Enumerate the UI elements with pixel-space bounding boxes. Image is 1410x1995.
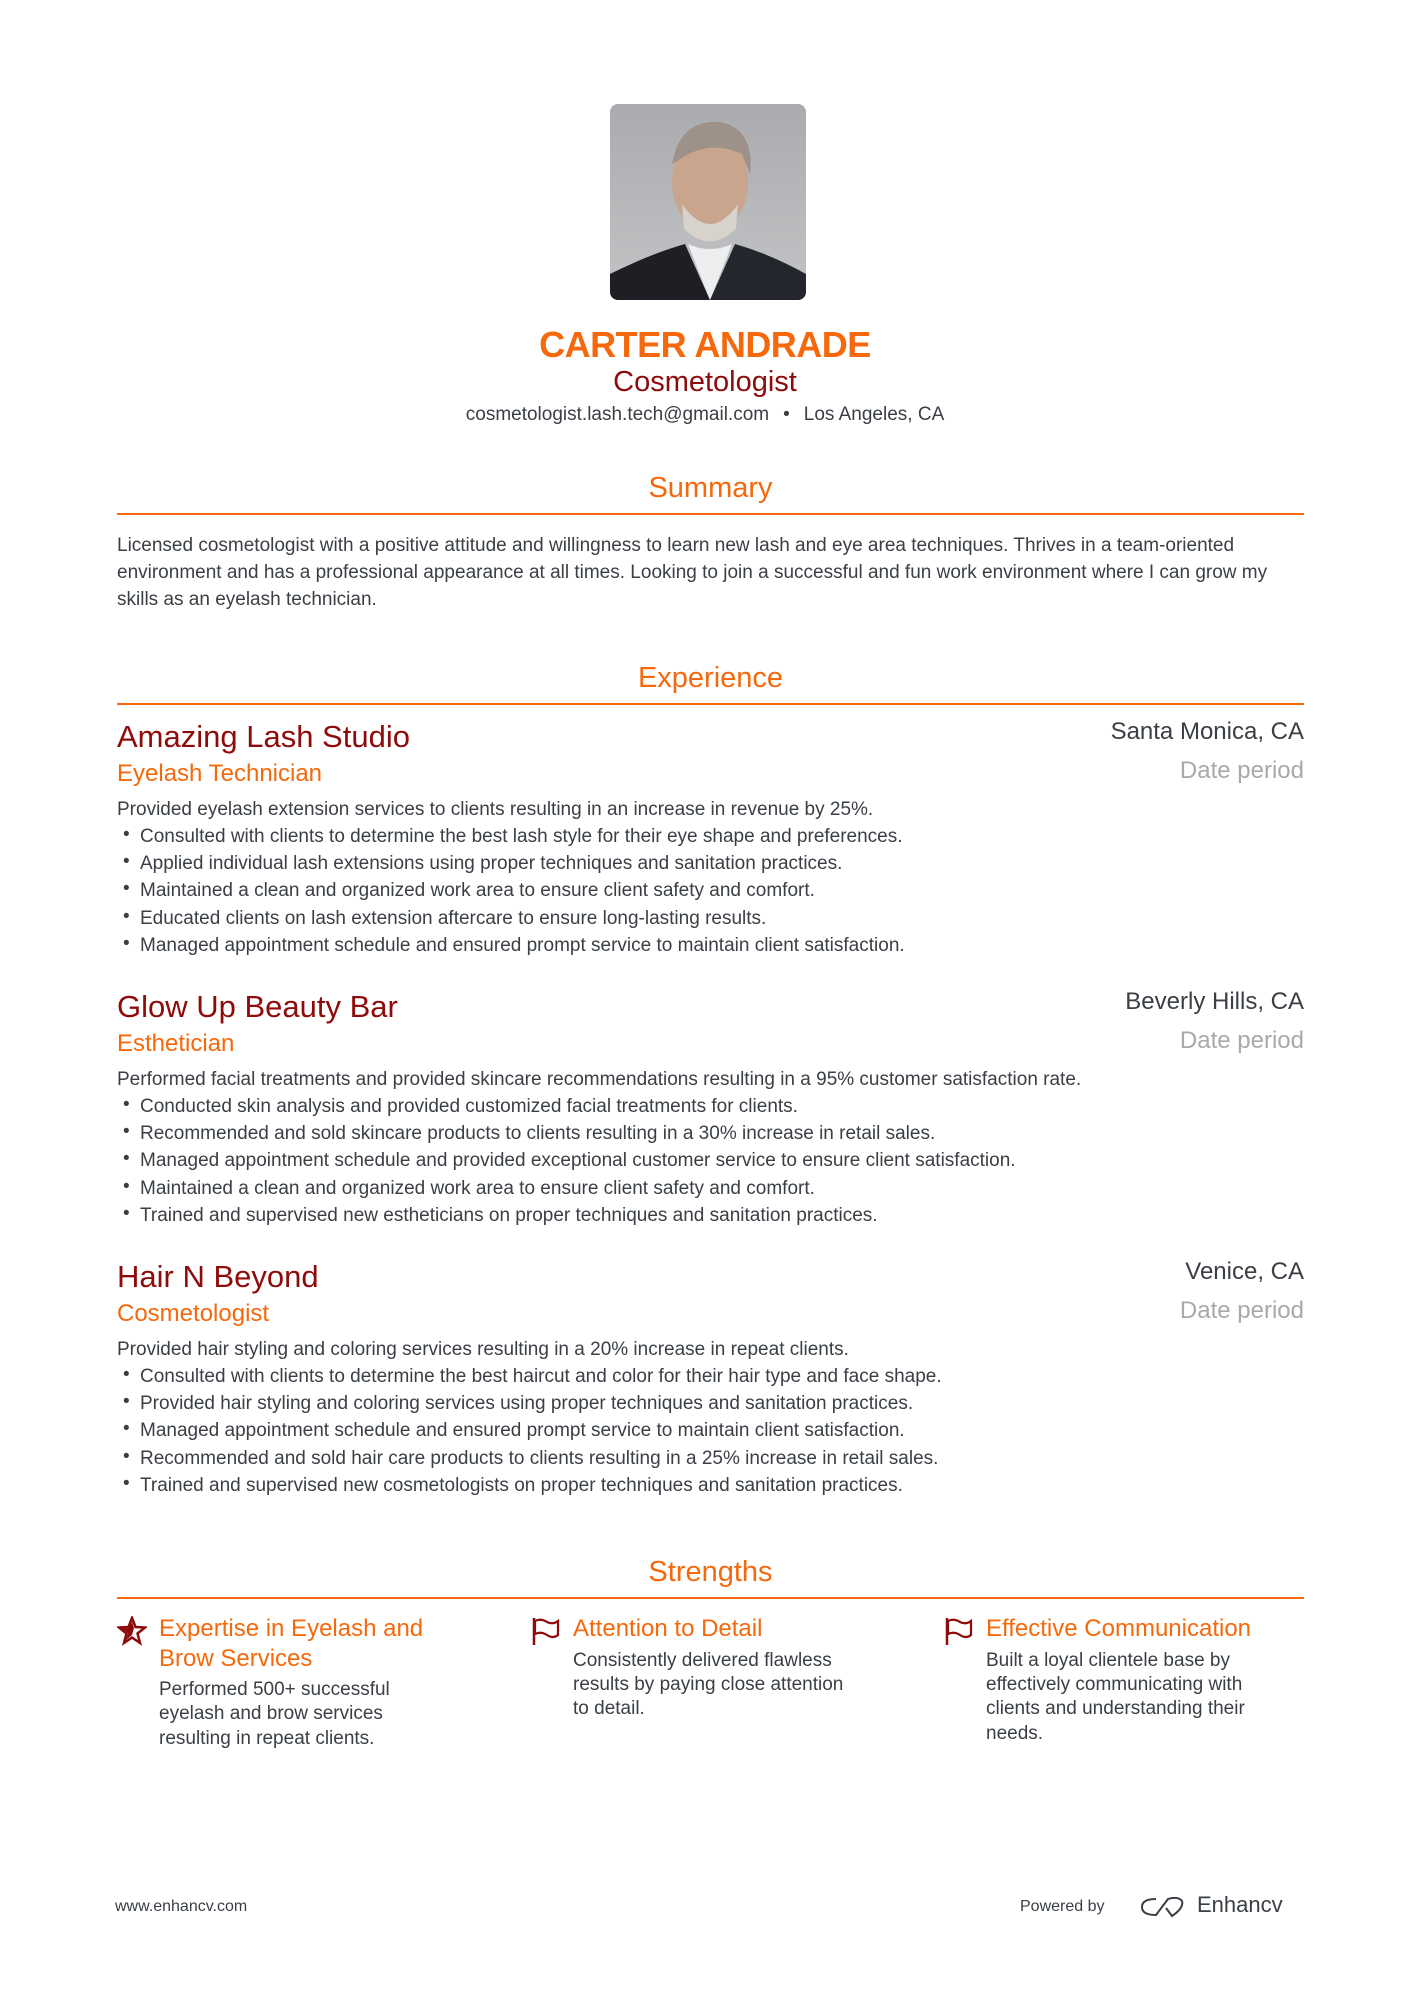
- job-date: Date period: [1179, 1027, 1304, 1054]
- job-date: Date period: [1179, 1297, 1304, 1324]
- job-bullets: [117, 823, 1304, 959]
- enhancv-brand: Enhancv: [1197, 1892, 1283, 1917]
- job-bullet: • Trained and supervised new estheticians on proper techniques and sanitation practices.: [117, 1202, 1304, 1229]
- job-entry: [117, 718, 1304, 959]
- job-bullet: • Applied individual lash extensions using proper techniques and sanitation practices.: [117, 850, 1304, 877]
- email-link[interactable]: cosmetologist.lash.tech@gmail.com: [465, 404, 770, 425]
- job-bullet: • Trained and supervised new cosmetologists on proper techniques and sanitation practices.: [117, 1472, 1304, 1499]
- strength-item: [117, 1614, 447, 1751]
- enhancv-logo-icon: [1140, 1894, 1186, 1920]
- strength-title: Expertise in Eyelash and Brow Services: [159, 1615, 424, 1672]
- job-bullet: • Recommended and sold hair care products to clients resulting in a 25% increase in retail sales.: [117, 1445, 1304, 1472]
- summary-text: Licensed cosmetologist with a positive attitude and willingness to learn new lash and eye area techniques. Thrives in a team-oriented environment and has a professional appearance at all times. Looking to join a successful and fun work environment where I can grow my skills as an eyelash technician.: [117, 535, 1268, 610]
- job-location: Venice, CA: [1185, 1258, 1304, 1285]
- job-location: Santa Monica, CA: [1110, 718, 1304, 745]
- job-description: Provided eyelash extension services to clients resulting in an increase in revenue by 25%.: [117, 799, 874, 820]
- job-bullet: • Managed appointment schedule and provided exceptional customer service to ensure client satisfaction.: [117, 1147, 1304, 1174]
- job-bullets: [117, 1363, 1304, 1499]
- strength-title: Effective Communication: [986, 1615, 1252, 1642]
- job-bullet: • Consulted with clients to determine the best haircut and color for their hair type and face shape.: [117, 1363, 1304, 1390]
- job-description: Provided hair styling and coloring services resulting in a 20% increase in repeat clients.: [117, 1339, 849, 1360]
- job-bullet: • Provided hair styling and coloring services using proper techniques and sanitation practices.: [117, 1390, 1304, 1417]
- job-role: Cosmetologist: [117, 1300, 270, 1327]
- location: Los Angeles, CA: [803, 404, 945, 425]
- job-location: Beverly Hills, CA: [1125, 988, 1304, 1015]
- powered-by-label: Powered by: [1020, 1898, 1105, 1915]
- job-entry: [117, 1258, 1304, 1499]
- strengths-heading: Strengths: [117, 1556, 1304, 1599]
- separator: •: [783, 404, 790, 425]
- job-bullet: • Educated clients on lash extension aftercare to ensure long-lasting results.: [117, 905, 1304, 932]
- contact-line: [0, 404, 1410, 426]
- strength-item: [944, 1614, 1274, 1746]
- experience-heading: Experience: [117, 662, 1304, 705]
- job-bullets: [117, 1093, 1304, 1229]
- job-date: Date period: [1179, 757, 1304, 784]
- candidate-title: Cosmetologist: [613, 366, 797, 398]
- strength-description: Built a loyal clientele base by effectively communicating with clients and understanding their needs.: [986, 1649, 1245, 1744]
- profile-photo: [610, 104, 806, 300]
- job-entry: [117, 988, 1304, 1229]
- strength-description: Consistently delivered flawless results by paying close attention to detail.: [573, 1649, 844, 1720]
- summary-heading: Summary: [117, 472, 1304, 515]
- job-bullet: • Conducted skin analysis and provided customized facial treatments for clients.: [117, 1093, 1304, 1120]
- job-bullet: • Recommended and sold skincare products to clients resulting in a 30% increase in retail sales.: [117, 1120, 1304, 1147]
- job-bullet: • Maintained a clean and organized work area to ensure client safety and comfort.: [117, 1175, 1304, 1202]
- job-bullet: • Consulted with clients to determine the best lash style for their eye shape and preferences.: [117, 823, 1304, 850]
- strength-item: [531, 1614, 861, 1722]
- company-name: Hair N Beyond: [117, 1259, 319, 1294]
- company-name: Amazing Lash Studio: [117, 719, 410, 754]
- job-bullet: • Managed appointment schedule and ensured prompt service to maintain client satisfaction.: [117, 1417, 1304, 1444]
- candidate-name: CARTER ANDRADE: [539, 324, 871, 365]
- website-link[interactable]: www.enhancv.com: [115, 1898, 248, 1915]
- job-role: Eyelash Technician: [117, 760, 323, 787]
- job-role: Esthetician: [117, 1030, 235, 1057]
- strength-title: Attention to Detail: [573, 1615, 763, 1642]
- strength-description: Performed 500+ successful eyelash and brow services resulting in repeat clients.: [159, 1679, 390, 1749]
- job-description: Performed facial treatments and provided skincare recommendations resulting in a 95% customer satisfaction rate.: [117, 1069, 1082, 1090]
- job-bullet: • Managed appointment schedule and ensured prompt service to maintain client satisfaction.: [117, 932, 1304, 959]
- job-bullet: • Maintained a clean and organized work area to ensure client safety and comfort.: [117, 877, 1304, 904]
- company-name: Glow Up Beauty Bar: [117, 989, 398, 1024]
